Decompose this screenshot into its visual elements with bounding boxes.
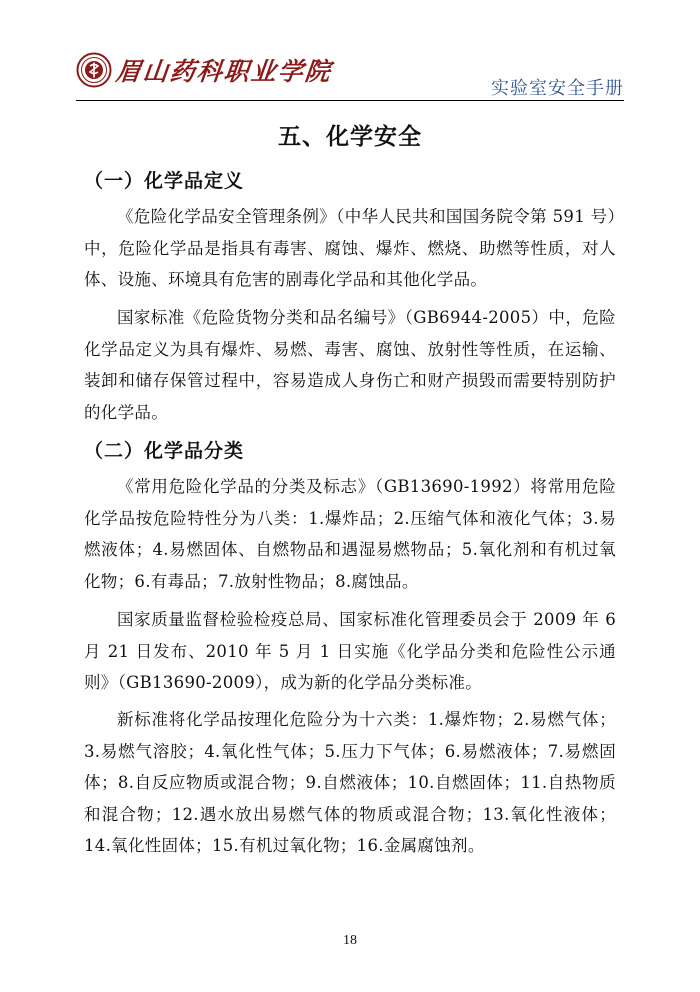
college-emblem-icon bbox=[76, 52, 112, 88]
section-heading-classification: （二）化学品分类 bbox=[84, 440, 245, 462]
chapter-title: 五、化学安全 bbox=[278, 124, 422, 150]
manual-title: 实验室安全手册 bbox=[491, 78, 624, 99]
header-divider bbox=[76, 100, 624, 101]
institution-name: 眉山药科职业学院 bbox=[114, 57, 334, 86]
page-number: 18 bbox=[343, 933, 357, 948]
paragraph-definition-regulation: 《危险化学品安全管理条例》（中华人民共和国国务院令第 591 号）中，危险化学品是指具有毒害、腐蚀、爆炸、燃烧、助燃等性质，对人体、设施、环境具有危害的剧毒化学品和其他化学品。 bbox=[84, 207, 616, 289]
institution-logo bbox=[76, 48, 332, 92]
paragraph-definition-national-standard: 国家标准《危险货物分类和品名编号》（GB6944-2005）中，危险化学品定义为具有爆炸、易燃、毒害、腐蚀、放射性等性质，在运输、装卸和储存保管过程中，容易造成人身伤亡和财产损毁而需要特别防护的化学品。 bbox=[84, 308, 616, 422]
section-heading-definition: （一）化学品定义 bbox=[84, 170, 245, 192]
paragraph-classification-sixteen-classes: 新标准将化学品按理化危险分为十六类：1.爆炸物；2.易燃气体；3.易燃气溶胶；4.氧化性气体；5.压力下气体；6.易燃液体；7.易燃固体；8.自反应物质或混合物；9.自燃液体；10.自燃固体；11.自热物质和混合物；12.遇水放出易燃气体的物质或混合物；13.氧化性液体；14.氧化性固体；15.有机过氧化物；16.金属腐蚀剂。 bbox=[84, 710, 616, 855]
paragraph-classification-new-standard: 国家质量监督检验检疫总局、国家标准化管理委员会于 2009 年 6 月 21 日发布、2010 年 5 月 1 日实施《化学品分类和危险性公示通则》（GB13690-2009），成为新的化学品分类标准。 bbox=[84, 610, 616, 692]
page-header bbox=[76, 44, 624, 100]
paragraph-classification-eight-classes: 《常用危险化学品的分类及标志》（GB13690-1992）将常用危险化学品按危险特性分为八类：1.爆炸品；2.压缩气体和液化气体；3.易燃液体；4.易燃固体、自燃物品和遇湿易燃物品；5.氧化剂和有机过氧化物；6.有毒品；7.放射性物品；8.腐蚀品。 bbox=[84, 477, 616, 591]
